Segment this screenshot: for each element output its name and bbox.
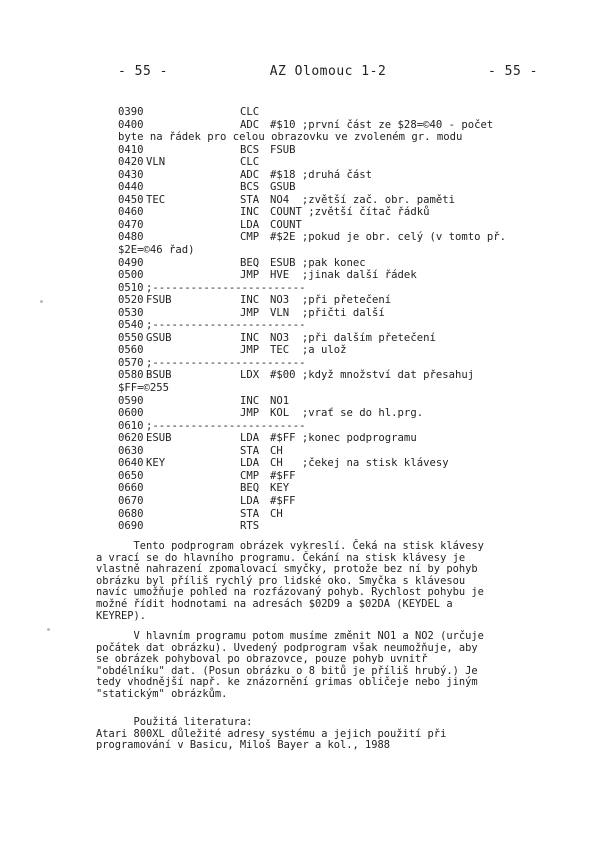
code-line (118, 344, 558, 357)
code-operand: NO3 ;při dalším přetečení (270, 331, 436, 344)
code-operand: CH ;čekej na stisk klávesy (270, 457, 449, 470)
code-line (118, 106, 558, 119)
code-line (118, 294, 558, 307)
text-line: V hlavním programu potom musíme změnit NO1 a NO2 (určuje (96, 630, 484, 642)
line-number: 0650 (118, 469, 144, 482)
code-line (118, 482, 558, 495)
scan-speck (40, 300, 43, 303)
code-line (118, 231, 558, 244)
code-operand: COUNT ;zvětší čítač řádků (270, 206, 430, 219)
code-mnemonic: LDA (240, 494, 260, 507)
line-number: 0690 (118, 520, 144, 533)
code-line (118, 470, 558, 483)
code-mnemonic: LDA (240, 432, 260, 445)
code-listing (118, 106, 558, 533)
text-line: tedy vhodnější např. ke znázornění grimas obličeje nebo jiným (96, 676, 478, 689)
code-mnemonic: RTS (240, 520, 260, 533)
code-operand: HVE ;jinak další řádek (270, 269, 417, 282)
line-number: 0410 (118, 143, 144, 156)
code-mnemonic: INC (240, 294, 260, 307)
code-mnemonic: STA (240, 507, 260, 520)
code-line (118, 156, 558, 169)
text-line: Tento podprogram obrázek vykreslí. Čeká na stisk klávesy (96, 540, 484, 552)
code-operand: #$00 ;když množství dat přesahuj (270, 369, 475, 382)
paragraph-main-program (96, 631, 536, 701)
code-mnemonic: BCS (240, 181, 260, 194)
code-label: KEY (146, 457, 166, 470)
code-operand: #$FF ;konec podprogramu (270, 432, 417, 445)
code-operand: NO3 ;při přetečení (270, 294, 392, 307)
code-line (118, 445, 558, 458)
code-line (118, 495, 558, 508)
code-line (118, 520, 558, 533)
line-number: 0450 (118, 193, 144, 206)
code-operand: KOL ;vrať se do hl.prg. (270, 407, 424, 420)
text-line: obrázku byl příliš rychlý pro lidské oko. Smyčka s klávesou (96, 574, 466, 587)
code-mnemonic: INC (240, 206, 260, 219)
text-line: se obrázek pohyboval po obrazovce, pouze pohyb uvnitř (96, 653, 428, 666)
code-mnemonic: ADC (240, 118, 260, 131)
code-operand: #$2E ;pokud je obr. celý (v tomto př. (270, 231, 506, 244)
text-line: možné řídit hodnotami na adresách $02D9 a $02DA (KEYDEL a (96, 597, 453, 610)
code-operand: #$10 ;první část ze $28=©40 - počet (270, 118, 494, 131)
code-mnemonic: CLC (240, 156, 260, 169)
code-operand: #$FF (270, 494, 296, 507)
page-number-left: - 55 - (118, 64, 168, 79)
text-line: Použitá literatura: (96, 716, 253, 728)
line-number: 0390 (118, 106, 144, 118)
code-label: ;------------------------ (146, 281, 306, 294)
line-number: 0670 (118, 494, 144, 507)
code-line (118, 269, 558, 282)
line-number: 0440 (118, 181, 144, 194)
code-continuation: $2E=©46 řad) (118, 244, 195, 257)
text-line: vlastně nahrazení zpomalovací smyčky, protože bez ní by pohyb (96, 563, 478, 576)
code-mnemonic: INC (240, 331, 260, 344)
line-number: 0470 (118, 218, 144, 231)
code-label: VLN (146, 156, 166, 169)
line-number: 0510 (118, 281, 144, 294)
text-line: KEYREP). (96, 609, 147, 622)
code-operand: NO1 (270, 394, 290, 407)
code-line (118, 357, 558, 370)
code-operand: CH (270, 444, 283, 457)
code-label: GSUB (146, 331, 172, 344)
text-line: programování v Basicu, Miloš Bayer a kol., 1988 (96, 739, 391, 752)
code-mnemonic: CMP (240, 469, 260, 482)
code-line (118, 181, 558, 194)
line-number: 0480 (118, 231, 144, 244)
code-mnemonic: JMP (240, 306, 260, 319)
line-number: 0420 (118, 156, 144, 169)
code-mnemonic: BEQ (240, 256, 260, 269)
code-mnemonic: LDA (240, 457, 260, 470)
code-line (118, 307, 558, 320)
paragraph-literature (96, 717, 536, 752)
code-line (118, 282, 558, 295)
code-mnemonic: CLC (240, 106, 260, 118)
line-number: 0610 (118, 419, 144, 432)
code-label: ;------------------------ (146, 419, 306, 432)
code-mnemonic: STA (240, 193, 260, 206)
code-operand: CH (270, 507, 283, 520)
code-line (118, 332, 558, 345)
line-number: 0500 (118, 269, 144, 282)
page-header (118, 64, 538, 79)
code-line (118, 219, 558, 232)
code-continuation: $FF=©255 (118, 382, 170, 395)
line-number: 0560 (118, 344, 144, 357)
code-line (118, 194, 558, 207)
code-operand: VLN ;přičti další (270, 306, 385, 319)
code-mnemonic: BEQ (240, 482, 260, 495)
text-line: počátek dat obrázku). Uvedený podprogram však neumožňuje, aby (96, 641, 478, 654)
line-number: 0490 (118, 256, 144, 269)
line-number: 0570 (118, 356, 144, 369)
code-line (118, 369, 558, 382)
code-mnemonic: BCS (240, 143, 260, 156)
code-line (118, 244, 558, 257)
code-operand: ESUB ;pak konec (270, 256, 366, 269)
line-number: 0520 (118, 294, 144, 307)
code-line (118, 420, 558, 433)
line-number: 0620 (118, 432, 144, 445)
code-mnemonic: LDA (240, 218, 260, 231)
code-mnemonic: JMP (240, 344, 260, 357)
code-operand: TEC ;a ulož (270, 344, 347, 357)
code-mnemonic: LDX (240, 369, 260, 382)
code-mnemonic: JMP (240, 269, 260, 282)
code-operand: GSUB (270, 181, 296, 194)
code-line (118, 169, 558, 182)
text-line: Atari 800XL důležité adresy systému a jejich použití při (96, 727, 447, 740)
code-line (118, 119, 558, 132)
code-line (118, 319, 558, 332)
code-line (118, 395, 558, 408)
code-operand: #$18 ;druhá část (270, 168, 373, 181)
code-line (118, 131, 558, 144)
code-mnemonic: CMP (240, 231, 260, 244)
code-line (118, 144, 558, 157)
line-number: 0640 (118, 457, 144, 470)
code-operand: #$FF (270, 469, 296, 482)
text-line: a vrací se do hlavního programu. Čekání na stisk klávesy je (96, 551, 466, 564)
code-operand: COUNT (270, 218, 302, 231)
line-number: 0530 (118, 306, 144, 319)
text-line: "statickým" obrázkům. (96, 687, 228, 700)
code-line (118, 257, 558, 270)
code-operand: KEY (270, 482, 290, 495)
code-label: ESUB (146, 432, 172, 445)
line-number: 0630 (118, 444, 144, 457)
line-number: 0540 (118, 319, 144, 332)
code-operand: FSUB (270, 143, 296, 156)
scan-speck (47, 628, 50, 631)
page-title: AZ Olomouc 1-2 (269, 64, 387, 79)
code-mnemonic: STA (240, 444, 260, 457)
code-operand: NO4 ;zvětší zač. obr. paměti (270, 193, 455, 206)
text-line: navíc umožňuje pohled na rozfázovaný pohyb. Rychlost pohybu je (96, 586, 484, 599)
line-number: 0590 (118, 394, 144, 407)
line-number: 0430 (118, 168, 144, 181)
line-number: 0550 (118, 331, 144, 344)
code-label: FSUB (146, 294, 172, 307)
paragraph-description (96, 541, 536, 622)
line-number: 0400 (118, 118, 144, 131)
line-number: 0680 (118, 507, 144, 520)
code-line (118, 407, 558, 420)
line-number: 0460 (118, 206, 144, 219)
code-mnemonic: JMP (240, 407, 260, 420)
code-label: ;------------------------ (146, 319, 306, 332)
line-number: 0600 (118, 407, 144, 420)
code-line (118, 508, 558, 521)
code-line (118, 382, 558, 395)
page-number-right: - 55 - (488, 64, 538, 79)
code-label: BSUB (146, 369, 172, 382)
code-line (118, 432, 558, 445)
code-line (118, 206, 558, 219)
line-number: 0580 (118, 369, 144, 382)
code-mnemonic: INC (240, 394, 260, 407)
code-line (118, 457, 558, 470)
code-continuation: byte na řádek pro celou obrazovku ve zvoleném gr. modu (118, 131, 463, 144)
line-number: 0660 (118, 482, 144, 495)
code-label: ;------------------------ (146, 356, 306, 369)
code-label: TEC (146, 193, 166, 206)
code-mnemonic: ADC (240, 168, 260, 181)
text-line: "obdélníku" dat. (Posun obrázku o 8 bitů je příliš hrubý.) Je (96, 664, 478, 677)
